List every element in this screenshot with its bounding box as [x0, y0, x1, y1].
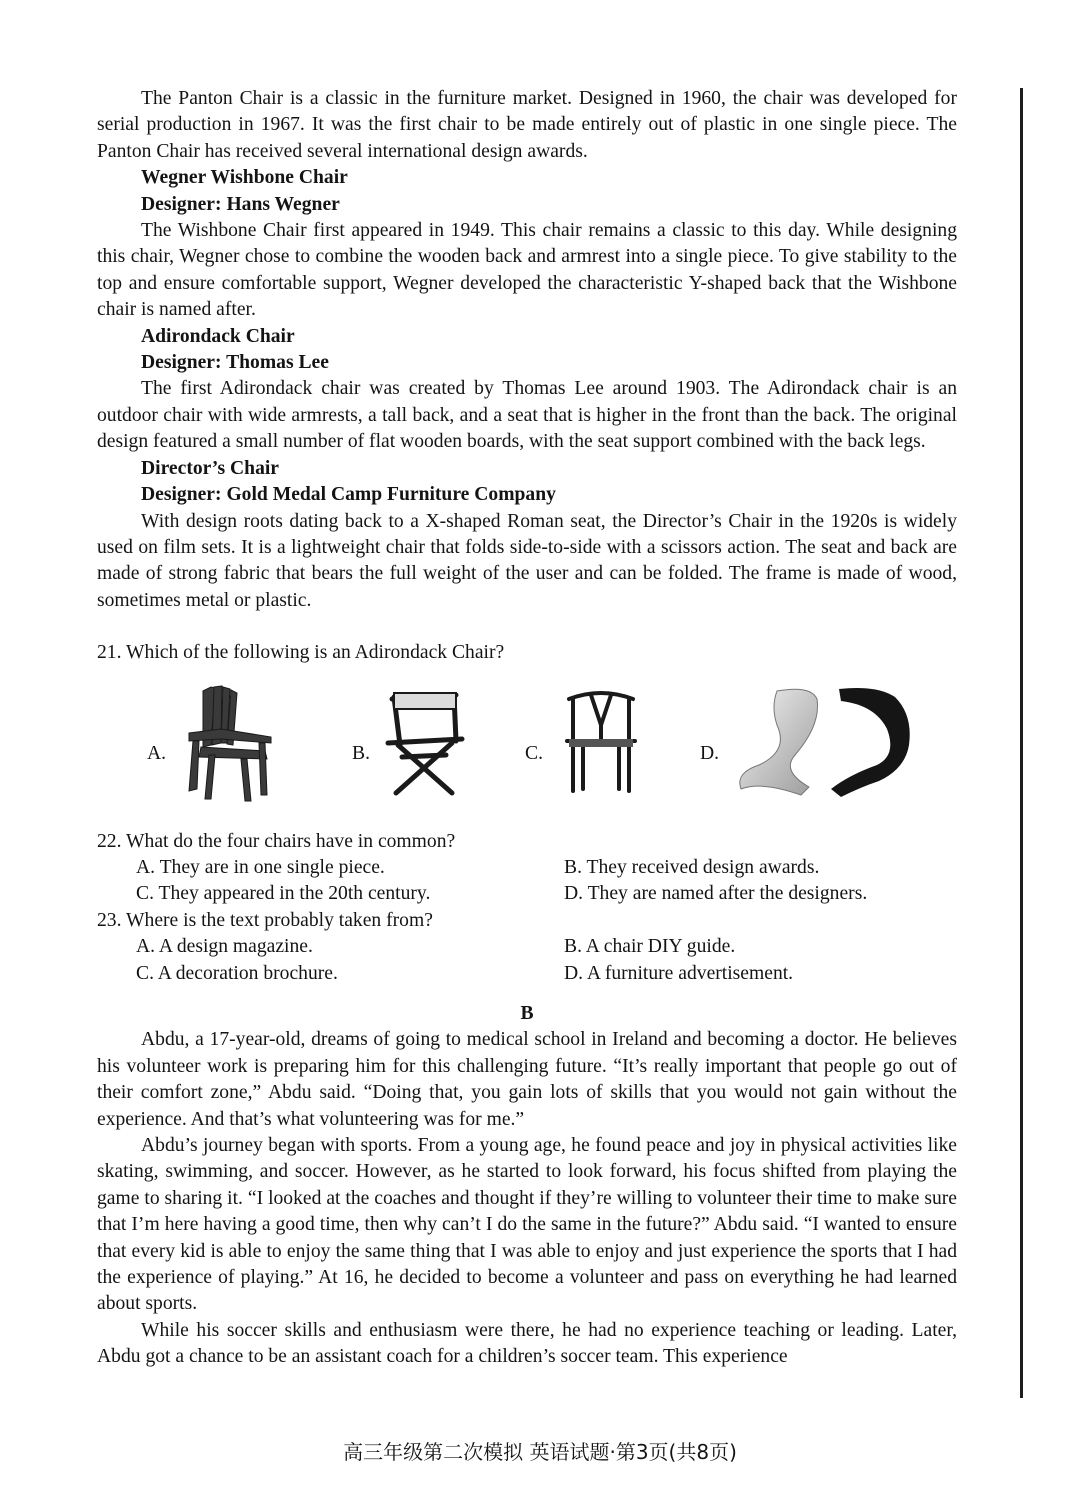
section-b-label: B [520, 1002, 534, 1024]
question-22-options [136, 855, 957, 908]
option-a-letter: A. [147, 742, 167, 764]
option-d-letter: D. [700, 742, 720, 764]
question-23: 23. Where is the text probably taken from? [97, 909, 433, 931]
wishbone-chair-title: Wegner Wishbone Chair [141, 167, 348, 189]
q22-option-b[interactable]: B. They received design awards. [564, 856, 820, 878]
exam-page-content [97, 86, 957, 1371]
option-b-letter: B. [352, 742, 370, 764]
designer-label: Designer: [141, 193, 222, 215]
designer-label: Designer: [141, 484, 222, 506]
adirondack-designer-line [141, 350, 957, 376]
designer-label: Designer: [141, 352, 222, 374]
q23-option-c[interactable]: C. A decoration brochure. [136, 962, 338, 984]
director-chair-image [382, 685, 466, 797]
option-c-letter: C. [525, 742, 543, 764]
designer-name: Thomas Lee [226, 352, 329, 374]
panton-paragraph: The Panton Chair is a classic in the furniture market. Designed in 1960, the chair was developed for serial production in 1967. It was the first chair to be made entirely out of plastic in one single piece. The Panton Chair has received several international design awards. [97, 88, 957, 162]
page-footer: 高三年级第二次模拟 英语试题·第3页(共8页) [343, 1440, 737, 1464]
section-b-paragraph-1: Abdu, a 17-year-old, dreams of going to medical school in Ireland and becoming a doctor. He believes his volunteer work is preparing him for this challenging future. “It’s really important that people go out of their comfort zone,” Abdu said. “Doing that, you gain lots of skills that you would not gain without the experience. And that’s what volunteering was for me.” [97, 1029, 957, 1130]
q22-option-c[interactable]: C. They appeared in the 20th century. [136, 883, 431, 905]
director-chair-title: Director’s Chair [141, 457, 280, 479]
question-22: 22. What do the four chairs have in common? [97, 830, 456, 852]
q23-option-a[interactable]: A. A design magazine. [136, 936, 313, 958]
adirondack-chair-title: Adirondack Chair [141, 325, 295, 347]
right-margin-rule [1020, 88, 1023, 1398]
designer-name: Gold Medal Camp Furniture Company [226, 484, 556, 506]
section-b-paragraph-2: Abdu’s journey began with sports. From a young age, he found peace and joy in physical activities like skating, swimming, and soccer. However, as he started to look forward, his focus shifted from playing the game to sharing it. “I looked at the coaches and thought if they’re willing to volunteer their time to make sure that I’m here having a good time, then why can’t I do the same in the future?” Abdu said. “I wanted to ensure that every kid is able to enjoy the same thing that I was able to enjoy and just experience the sports that I had the experience of playing.” At 16, he decided to become a volunteer and pass on everything he had learned about sports. [97, 1135, 957, 1315]
director-designer-line [141, 482, 957, 508]
section-b-paragraph-3: While his soccer skills and enthusiasm were there, he had no experience teaching or leading. Later, Abdu got a chance to be an assistant coach for a children’s soccer team. This experience [97, 1319, 957, 1368]
wishbone-paragraph: The Wishbone Chair first appeared in 1949. This chair remains a classic to this day. While designing this chair, Wegner chose to combine the wooden back and armrest into a single piece. To give stability to the top and ensure comfortable support, Wegner developed the characteristic Y-shaped back that the Wishbone chair is named after. [97, 220, 957, 321]
q23-option-d[interactable]: D. A furniture advertisement. [564, 962, 794, 984]
chair-pictures [97, 681, 957, 829]
q22-option-a[interactable]: A. They are in one single piece. [136, 856, 385, 878]
wishbone-chair-image [563, 685, 639, 795]
question-23-options [136, 934, 957, 987]
q22-option-d[interactable]: D. They are named after the designers. [564, 883, 868, 905]
designer-name: Hans Wegner [226, 193, 340, 215]
question-21: 21. Which of the following is an Adirondack Chair? [97, 642, 505, 664]
q23-option-b[interactable]: B. A chair DIY guide. [564, 936, 736, 958]
wishbone-designer-line [141, 192, 957, 218]
adirondack-paragraph: The first Adirondack chair was created by Thomas Lee around 1903. The Adirondack chair is an outdoor chair with wide armrests, a tall back, and a seat that is higher in the front than the back. The original design featured a small number of flat wooden boards, with the seat support combined with the back legs. [97, 378, 957, 453]
director-paragraph: With design roots dating back to a X-shaped Roman seat, the Director’s Chair in the 1920s is widely used on film sets. It is a lightweight chair that folds side-to-side with a scissors action. The seat and back are made of strong fabric that bears the full weight of the user and can be folded. The frame is made of wood, sometimes metal or plastic. [97, 510, 957, 611]
panton-chairs-image [737, 685, 917, 803]
adirondack-chair-image [181, 685, 277, 803]
